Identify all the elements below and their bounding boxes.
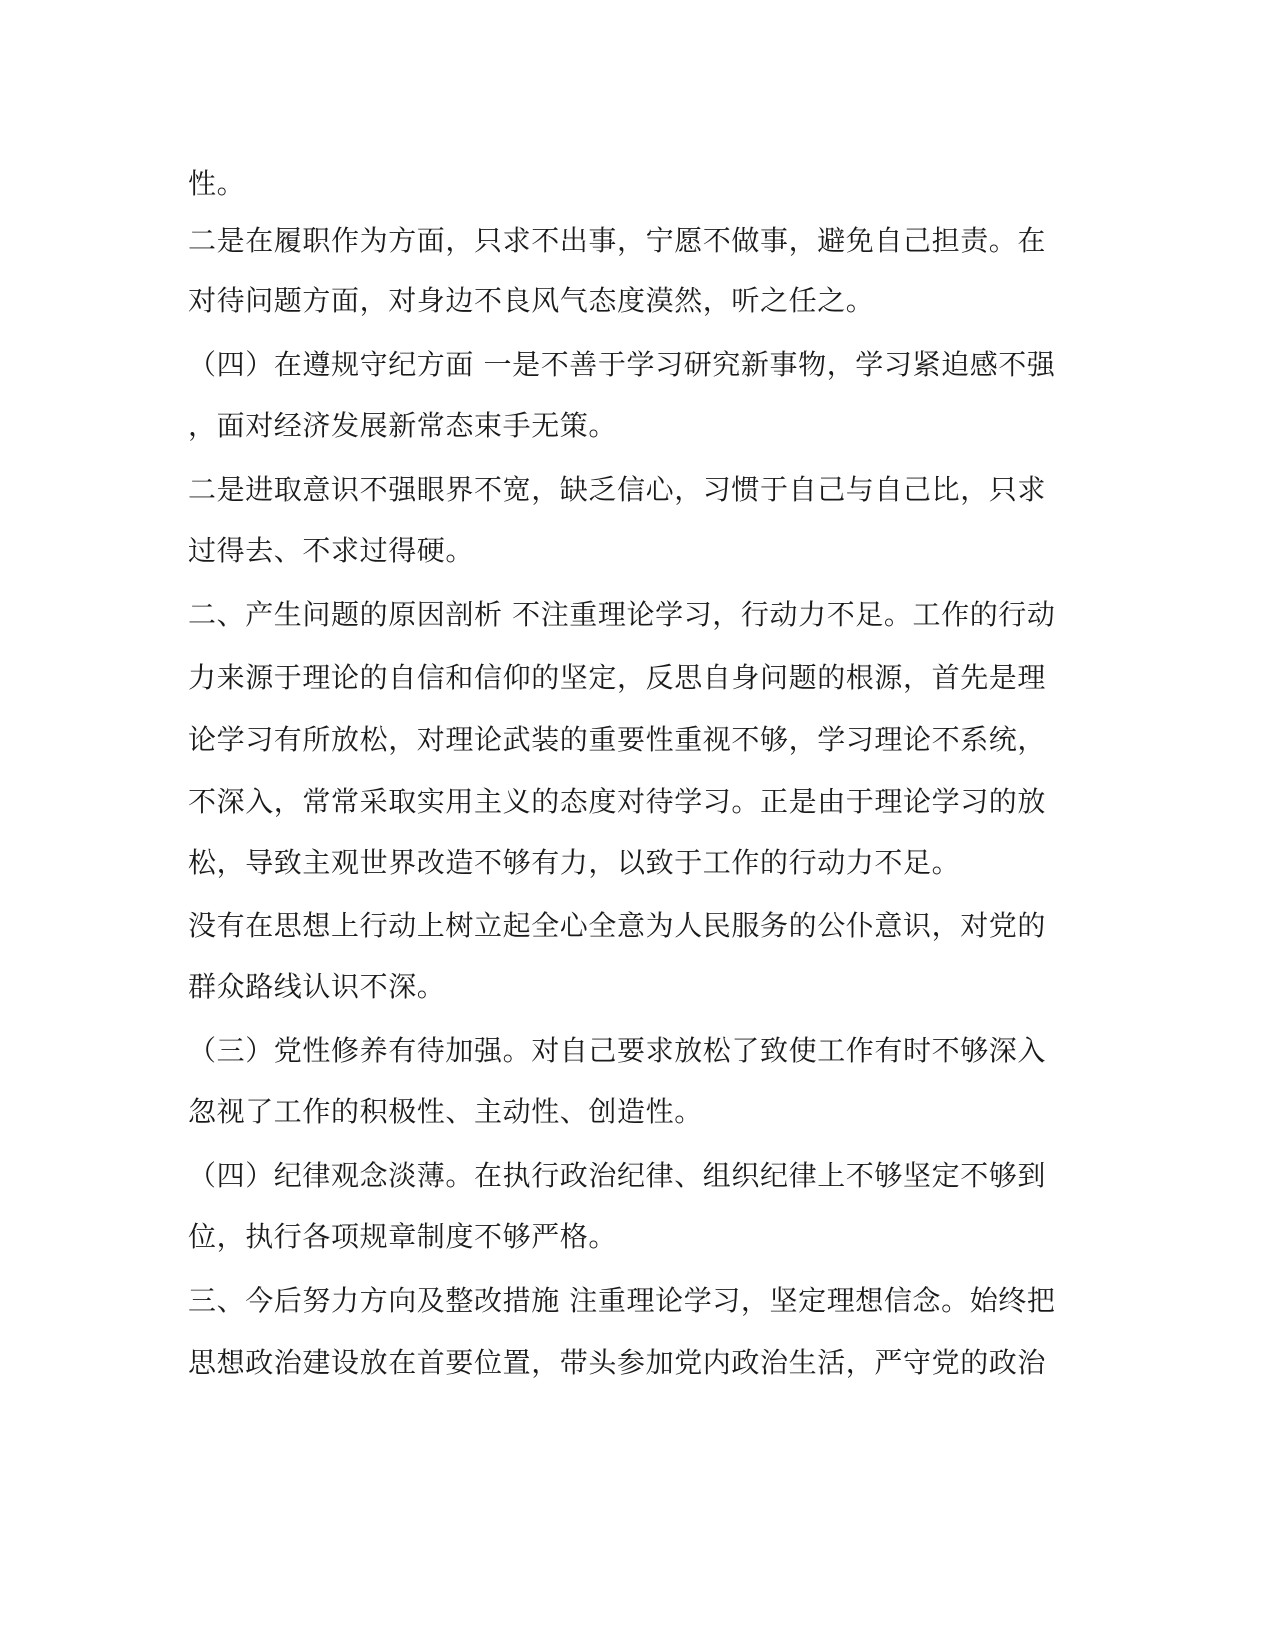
text-line: 论学习有所放松，对理论武装的重要性重视不够，学习理论不系统，: [188, 723, 1047, 756]
text-line: 思想政治建设放在首要位置，带头参加党内政治生活，严守党的政治: [188, 1346, 1047, 1379]
text-line: ，面对经济发展新常态束手无策。: [188, 409, 618, 442]
text-line: 位，执行各项规章制度不够严格。: [188, 1220, 618, 1253]
text-line: 过得去、不求过得硬。: [188, 534, 475, 567]
text-line: 松，导致主观世界改造不够有力，以致于工作的行动力不足。: [188, 846, 961, 879]
text-line: （三）党性修养有待加强。对自己要求放松了致使工作有时不够深入: [188, 1034, 1047, 1067]
text-line: 不深入，常常采取实用主义的态度对待学习。正是由于理论学习的放: [188, 785, 1047, 818]
text-line: 二、产生问题的原因剖析 不注重理论学习，行动力不足。工作的行动: [188, 598, 1056, 631]
text-line: 忽视了工作的积极性、主动性、创造性。: [188, 1095, 703, 1128]
text-line: 二是在履职作为方面，只求不出事，宁愿不做事，避免自己担责。在: [188, 224, 1047, 257]
text-line: 群众路线认识不深。: [188, 970, 446, 1003]
text-line: （四）纪律观念淡薄。在执行政治纪律、组织纪律上不够坚定不够到: [188, 1159, 1047, 1192]
text-line: 对待问题方面，对身边不良风气态度漠然，听之任之。: [188, 284, 875, 317]
text-line: 没有在思想上行动上树立起全心全意为人民服务的公仆意识，对党的: [188, 909, 1047, 942]
text-line: （四）在遵规守纪方面 一是不善于学习研究新事物，学习紧迫感不强: [188, 348, 1056, 381]
text-line: 力来源于理论的自信和信仰的坚定，反思自身问题的根源，首先是理: [188, 661, 1047, 694]
text-line: 三、今后努力方向及整改措施 注重理论学习，坚定理想信念。始终把: [188, 1284, 1056, 1317]
text-line: 二是进取意识不强眼界不宽，缺乏信心，习惯于自己与自己比，只求: [188, 473, 1047, 506]
text-line: 性。: [188, 167, 246, 200]
